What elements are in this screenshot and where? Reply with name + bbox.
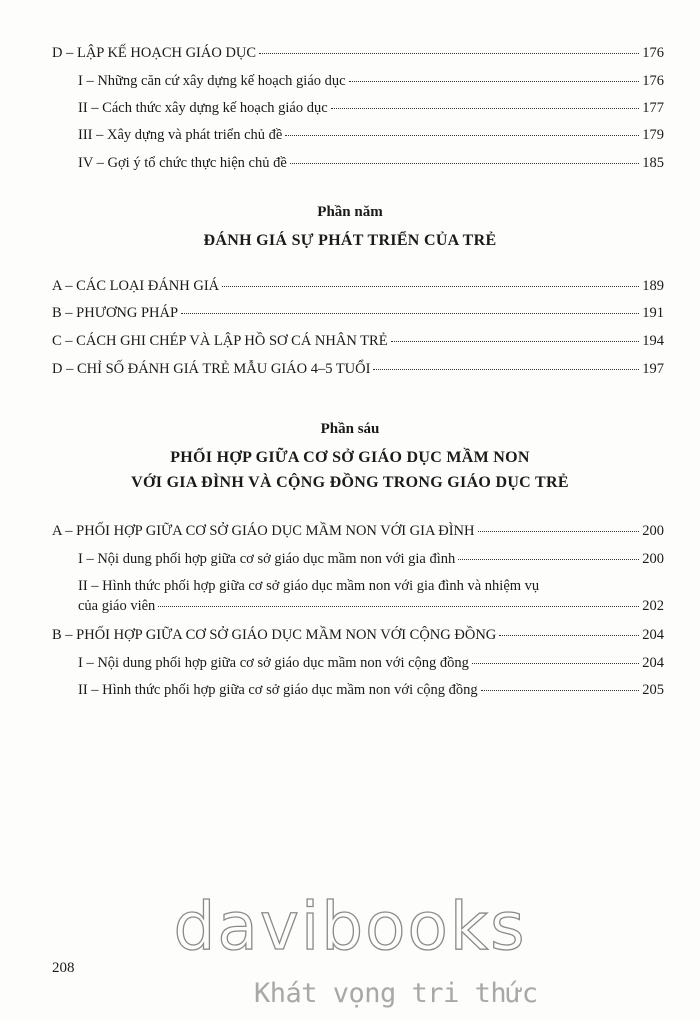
toc-entry-label: của giáo viên: [78, 598, 156, 614]
toc-entry-label: I – Nội dung phối hợp giữa cơ sở giáo dục mầm non với gia đình: [78, 551, 456, 567]
toc-entry: [52, 522, 664, 540]
dot-leader: [285, 134, 639, 136]
toc-entry-page: 202: [642, 598, 664, 614]
toc-subentry: [78, 72, 664, 90]
toc-entry-page: 200: [642, 523, 664, 539]
dot-leader: [472, 662, 639, 664]
watermark-slogan: Khát vọng tri thức: [254, 978, 538, 1009]
toc-entry-label: III – Xây dựng và phát triển chủ đề: [78, 127, 283, 143]
part-title-line-2: VỚI GIA ĐÌNH VÀ CỘNG ĐỒNG TRONG GIÁO DỤC TRẺ: [131, 474, 569, 491]
part-title-line-1: PHỐI HỢP GIỮA CƠ SỞ GIÁO DỤC MẦM NON: [170, 449, 530, 466]
dot-leader: [290, 162, 640, 164]
dot-leader: [259, 52, 639, 54]
toc-entry-page: 197: [642, 361, 664, 377]
toc-subentry: [78, 126, 664, 144]
dot-leader: [158, 605, 639, 607]
toc-entry-label: II – Cách thức xây dựng kế hoạch giáo dục: [78, 100, 328, 116]
toc-entry: [52, 304, 664, 322]
toc-entry-d-planning: [52, 44, 664, 62]
toc-entry-page: 189: [642, 278, 664, 294]
toc-entry-label: B – PHỐI HỢP GIỮA CƠ SỞ GIÁO DỤC MẦM NON VỚI CỘNG ĐỒNG: [52, 627, 497, 643]
toc-entry-page: 204: [642, 627, 664, 643]
dot-leader: [499, 634, 639, 636]
part-title: ĐÁNH GIÁ SỰ PHÁT TRIỂN CỦA TRẺ: [203, 232, 497, 249]
toc-entry-label: A – CÁC LOẠI ĐÁNH GIÁ: [52, 278, 220, 294]
toc-subentry: [78, 550, 664, 568]
toc-entry-page: 185: [642, 155, 664, 171]
toc-entry-label: I – Nội dung phối hợp giữa cơ sở giáo dục mầm non với cộng đồng: [78, 655, 469, 671]
dot-leader: [181, 312, 639, 314]
toc-entry: [52, 332, 664, 350]
toc-entry: [52, 277, 664, 295]
dot-leader: [478, 530, 640, 532]
toc-entry-page: 179: [642, 127, 664, 143]
toc-entry-page: 205: [642, 682, 664, 698]
dot-leader: [391, 340, 640, 342]
toc-entry: [52, 360, 664, 378]
toc-entry-page: 194: [642, 333, 664, 349]
toc-entry-page: 191: [642, 305, 664, 321]
toc-subentry: [78, 597, 664, 615]
toc-entry-label: D – CHỈ SỐ ĐÁNH GIÁ TRẺ MẪU GIÁO 4–5 TUỔI: [52, 361, 371, 377]
toc-entry-label: A – PHỐI HỢP GIỮA CƠ SỞ GIÁO DỤC MẦM NON VỚI GIA ĐÌNH: [52, 523, 475, 539]
toc-subentry-line-1: II – Hình thức phối hợp giữa cơ sở giáo dục mầm non với gia đình và nhiệm vụ: [78, 578, 540, 594]
watermark-brand: davibooks: [173, 888, 527, 965]
part-heading: Phần năm: [317, 204, 383, 220]
toc-subentry: [78, 154, 664, 172]
part-heading: Phần sáu: [320, 421, 380, 437]
toc-subentry: [78, 654, 664, 672]
toc-entry: [52, 626, 664, 644]
dot-leader: [481, 689, 640, 691]
toc-entry-page: 204: [642, 655, 664, 671]
toc-entry-page: 176: [642, 73, 664, 89]
toc-entry-page: 200: [642, 551, 664, 567]
dot-leader: [331, 107, 640, 109]
toc-entry-label: D – LẬP KẾ HOẠCH GIÁO DỤC: [52, 45, 257, 61]
toc-entry-label: IV – Gợi ý tổ chức thực hiện chủ đề: [78, 155, 287, 171]
toc-entry-label: B – PHƯƠNG PHÁP: [52, 305, 179, 321]
toc-subentry: [78, 99, 664, 117]
dot-leader: [222, 285, 639, 287]
toc-entry-label: II – Hình thức phối hợp giữa cơ sở giáo dục mầm non với cộng đồng: [78, 682, 478, 698]
toc-subentry: [78, 681, 664, 699]
dot-leader: [373, 368, 639, 370]
toc-entry-label: I – Những căn cứ xây dựng kế hoạch giáo dục: [78, 73, 346, 89]
toc-entry-page: 176: [642, 45, 664, 61]
dot-leader: [349, 80, 640, 82]
toc-entry-label: C – CÁCH GHI CHÉP VÀ LẬP HỒ SƠ CÁ NHÂN TRẺ: [52, 333, 388, 349]
page-number: 208: [52, 960, 75, 976]
dot-leader: [458, 558, 639, 560]
toc-entry-page: 177: [642, 100, 664, 116]
